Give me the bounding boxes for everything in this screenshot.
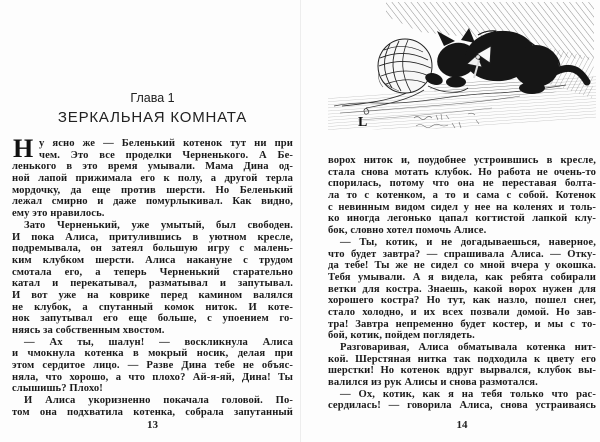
text-line: ветки для костра. Знаешь, какой ворох нужен для xyxy=(328,283,596,295)
text-line: катал и перекатывал, разматывал и запутывал. xyxy=(12,278,293,290)
kitten-hind-foot xyxy=(519,82,545,94)
text-line: бой, котик, пойдем поглядеть. xyxy=(328,330,475,342)
text-line: няла, что хорошо, а что плохо? Ай-я-яй, Дина! Ты xyxy=(12,371,293,383)
chapter-number: Глава 1 xyxy=(130,91,175,105)
kitten-front-paw xyxy=(446,77,466,88)
text-line: этом сердитое лицо. — Разве Дина тебе не объяс- xyxy=(12,360,293,372)
paragraph xyxy=(328,155,596,237)
text-line: ким клубком шерсти. Алиса накануне с трудом xyxy=(12,254,293,266)
text-line: смотала его, а теперь Черненький старательно xyxy=(12,266,293,278)
text-line: стало холодно, и их всех позвали домой. Но зав- xyxy=(328,306,596,318)
paragraph xyxy=(12,220,293,337)
text-line: шерстки! Но котенок вдруг вырвался, клубок вы- xyxy=(328,365,596,377)
page-gutter-divider xyxy=(300,0,301,442)
text-line: ла то с котенком, а то и сама с собой. Котенок xyxy=(328,190,596,202)
text-line: тра! Завтра непременно будет костер, и мы с то- xyxy=(328,318,596,330)
illustrator-monogram: L xyxy=(358,115,368,130)
text-line: — Ты, котик, и не догадываешься, наверное, xyxy=(340,236,596,248)
page-number-right: 14 xyxy=(456,419,468,431)
right-page-text-column xyxy=(328,155,596,412)
text-line: Зато Черненький, уже умытый, был свободен. xyxy=(24,219,293,231)
paragraph xyxy=(328,389,596,412)
text-line: сердилась! — говорила Алиса, снова устраиваясь xyxy=(328,400,596,412)
kitten-yarn-illustration xyxy=(328,2,596,152)
page-number-left: 13 xyxy=(147,419,158,431)
text-line: И пока Алиса, притулившись в уютном кресле, xyxy=(12,231,293,243)
text-line: кой. Шерстяная нитка так подходила к цвету его xyxy=(328,353,596,365)
text-line: Разговаривая, Алиса обматывала котенка нит- xyxy=(340,342,596,353)
text-line: у ясно же — Беленький котенок тут ни при xyxy=(39,138,293,149)
text-line: да тебе! Ты же не сидел со мной вчера у окошка. xyxy=(328,260,596,272)
text-line: чем. Это все проделки Черненького. А Бе- xyxy=(39,149,293,161)
left-page-text-column xyxy=(12,134,293,419)
text-line: ему это нравилось. xyxy=(12,208,105,220)
text-line: бок, словно хотел помочь Алисе. xyxy=(328,225,487,237)
text-line: слышишь? Плохо! xyxy=(12,383,103,395)
text-line: хорошего костра? Но тут, как назло, пошел снег, xyxy=(328,295,596,307)
paragraph xyxy=(12,134,293,220)
text-line: подремывала, он затеял большую игру с малень- xyxy=(12,243,293,255)
text-line: спорилась, потому что она не переставая болта- xyxy=(328,178,596,190)
text-line: не клубок, а спутанный комок ниток. И коте- xyxy=(12,301,293,313)
text-line: нок запутывал его еще больше, с упоением го- xyxy=(12,313,293,325)
text-line: том она подхватила котенка, собрала запутанный xyxy=(12,406,293,418)
page-right xyxy=(328,0,596,442)
kitten-hindquarters xyxy=(513,45,559,87)
yarn-ball xyxy=(378,39,432,93)
text-line: — Ах ты, шалун! — воскликнула Алиса xyxy=(24,336,293,348)
text-line: ной лапой прижимала его к полу, а другой терла xyxy=(12,173,293,185)
paragraph xyxy=(328,237,596,342)
paragraph xyxy=(12,337,293,395)
paragraph xyxy=(328,342,596,389)
text-line: ленького в это время умывали. Мама Дина од- xyxy=(12,161,293,173)
text-line: с невинным видом сидел у нее на коленях и толь- xyxy=(328,201,596,213)
text-line: стала снова мотать клубок. Но работа не очень-то xyxy=(328,166,596,178)
text-line: ворох ниток и, поудобнее устроившись в кресле, xyxy=(328,155,596,166)
chapter-title: ЗЕРКАЛЬНАЯ КОМНАТА xyxy=(57,109,248,126)
drop-cap: Н xyxy=(13,134,34,163)
text-line: Тебя умывали. А я видела, как ребята собирали xyxy=(328,271,596,283)
text-line: — Ох, котик, как я на тебя только что рас- xyxy=(340,388,596,400)
paragraph xyxy=(12,395,293,418)
text-line: валился из рук Алисы и снова размотался. xyxy=(328,377,538,389)
text-line: няясь за собственным хвостом. xyxy=(12,325,165,336)
page-left xyxy=(12,0,293,442)
text-line: И вот уже на коврике перед камином валялся xyxy=(12,289,293,301)
text-line: ко иногда легонько цапал когтистой лапкой клу- xyxy=(328,213,596,225)
engraving-kitten-with-yarn xyxy=(328,2,596,152)
text-line: что будет завтра? — спрашивала Алиса. — Отку- xyxy=(328,248,596,260)
text-line: лежал смирно и даже помурлыкивал. Как видно, xyxy=(12,196,293,208)
text-line: И Алиса укоризненно покачала головой. По- xyxy=(24,395,293,407)
text-line: и чмокнула котенка в мокрый носик, делая при xyxy=(12,348,293,360)
text-line: мордочку, да еще против шерсти. Но Беленький xyxy=(12,184,293,196)
